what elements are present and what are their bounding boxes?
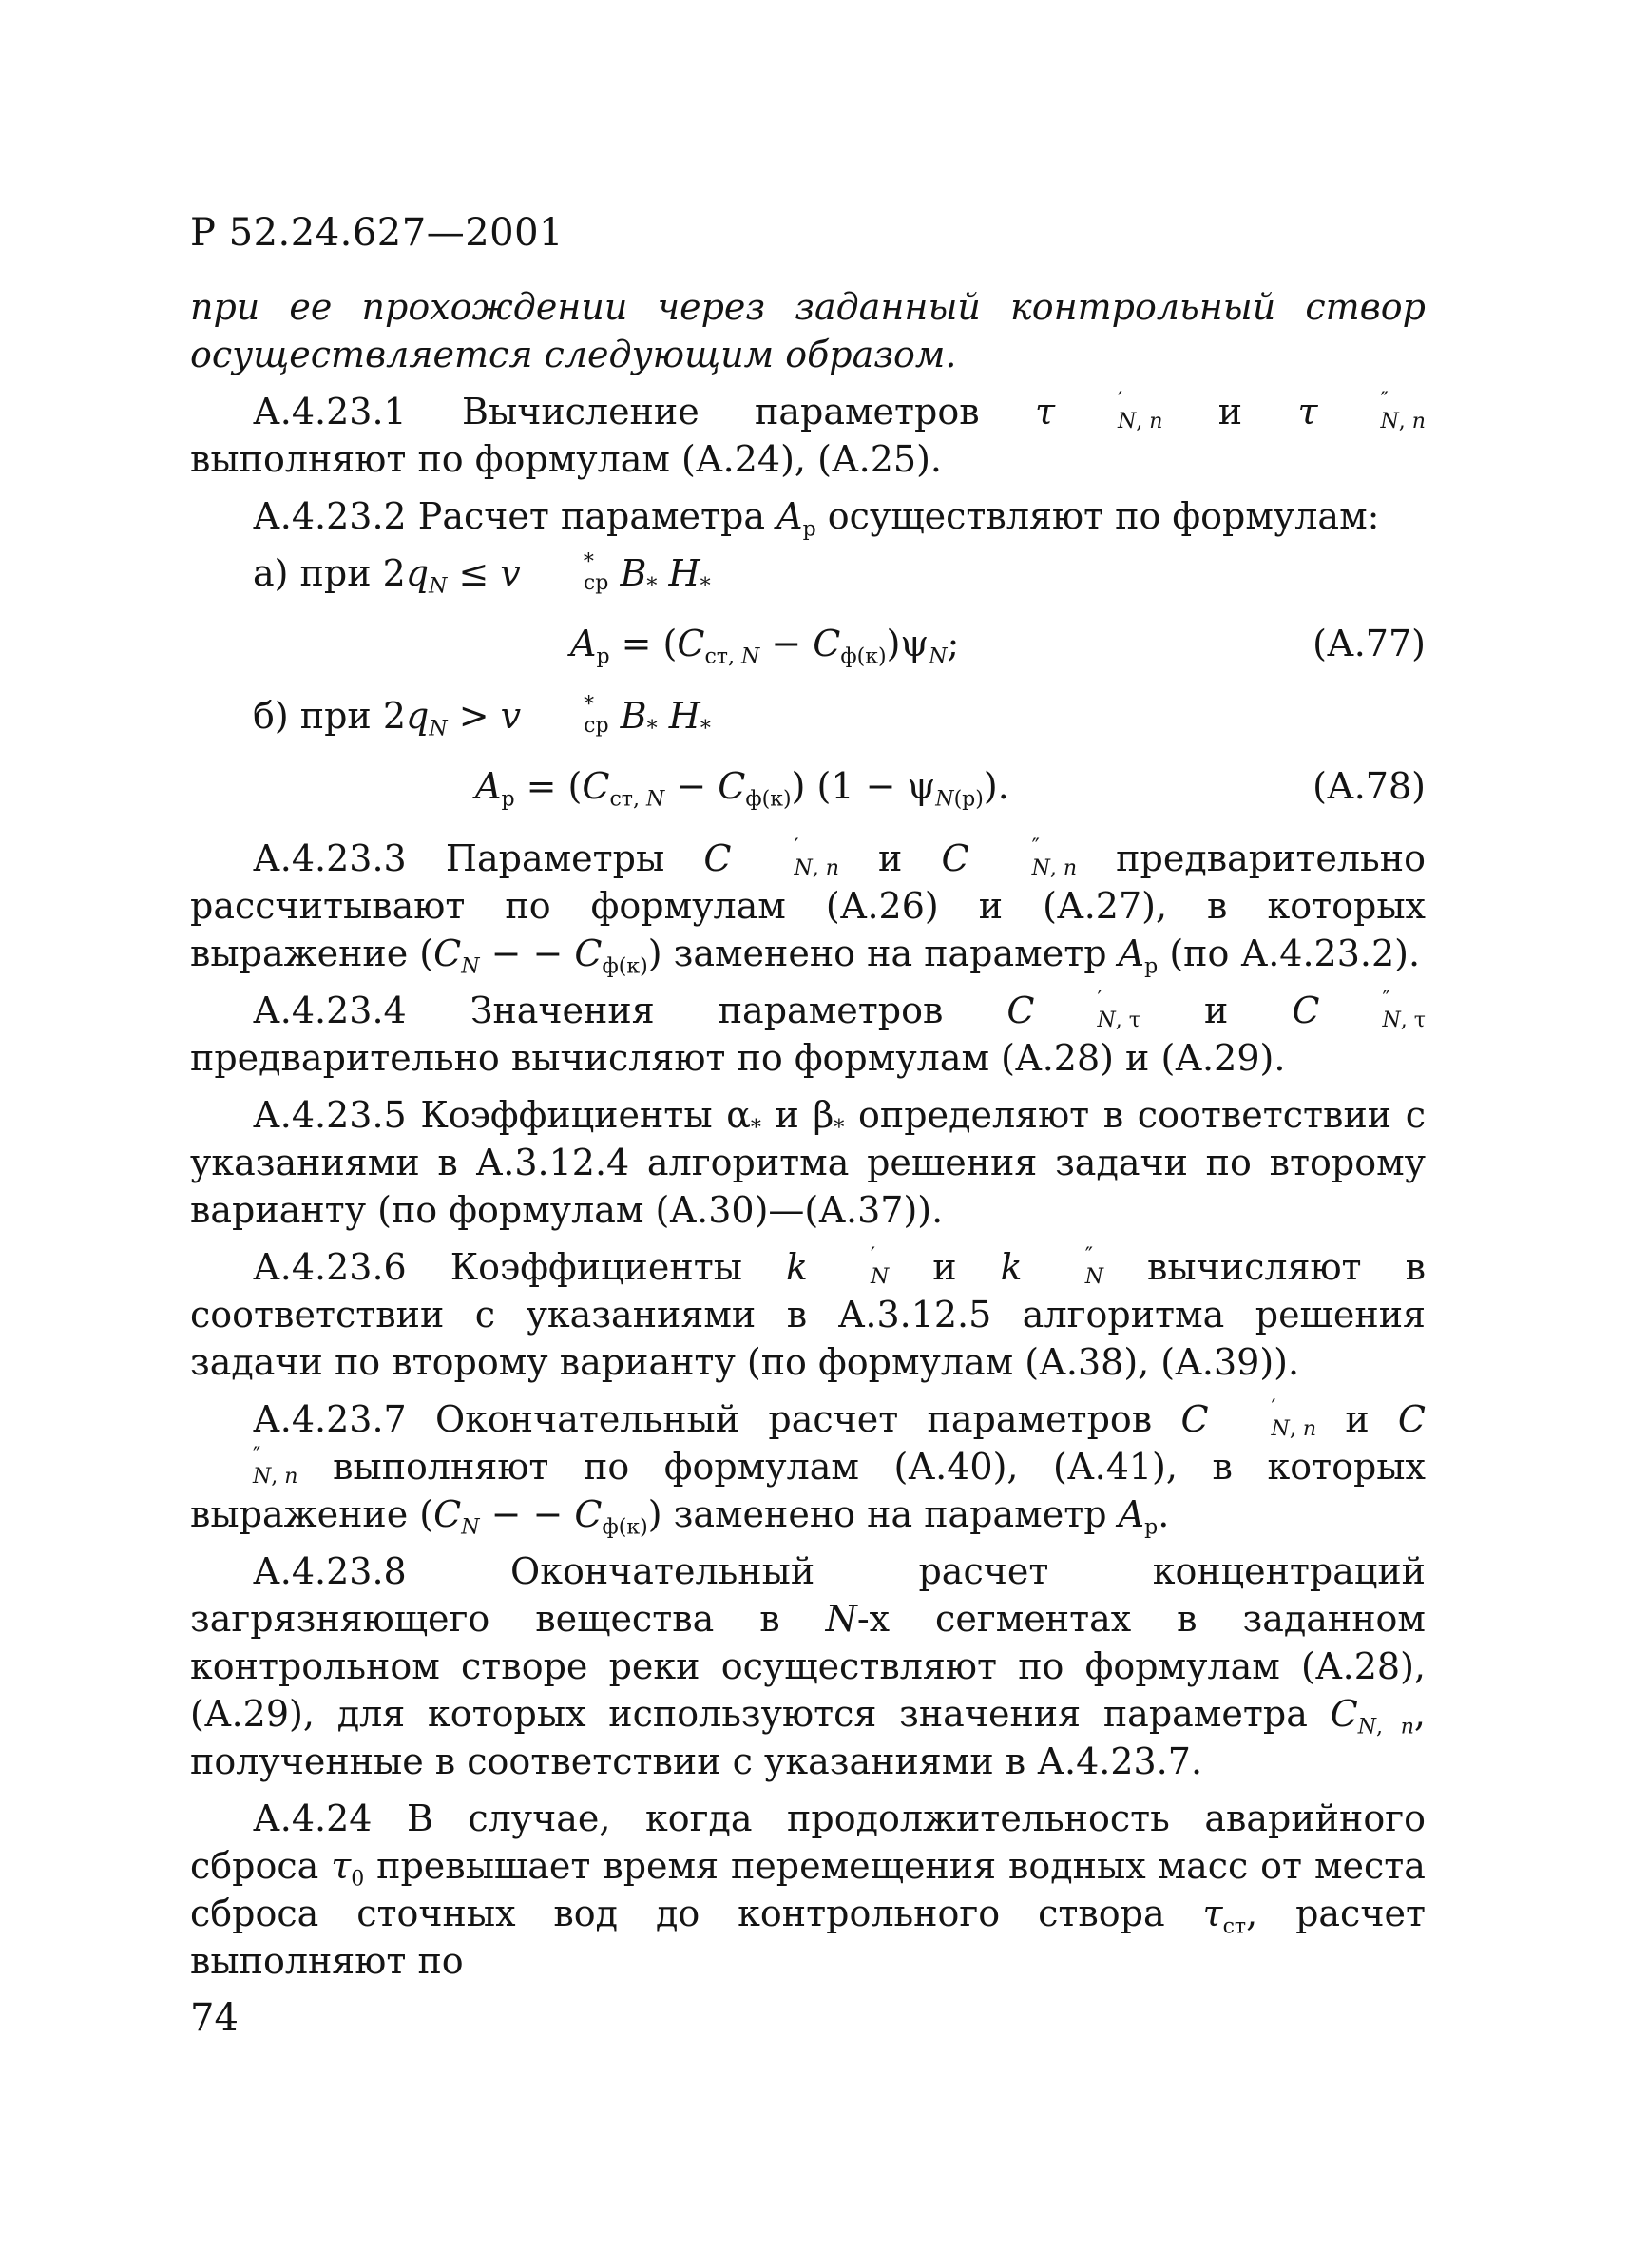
paragraph-text: определяют в соответствии с указаниями в А.3.12.4 алгоритма решения задачи по второму варианту (по формулам (А.30)—(А.37)).: [190, 1094, 1426, 1231]
paragraph-text: А.4.23.5 Коэффициенты: [253, 1094, 713, 1136]
paragraph-text: а) при: [253, 552, 372, 594]
paragraph-text: А.4.23.8 Окончательный расчет концентраций загрязняющего вещества в: [190, 1550, 1426, 1640]
paragraph-text: А.4.23.6 Коэффициенты: [253, 1246, 742, 1288]
formula-a78: [190, 753, 1426, 819]
paragraph-a-4-23-2: А.4.23.2 Расчет параметра $A_р$ осуществляют по формулам:: [253, 495, 1380, 542]
paragraph-text: превышает время перемещения водных масс от места сброса сточных вод до контрольного створа: [190, 1845, 1426, 1934]
paragraph-a-4-23-1: А.4.23.1 Вычисление параметров τ ′ N, n и τ ″ N, n выполняют по формулам (А.24), (А.25).: [190, 389, 1426, 480]
paragraph-text: А.4.24 В случае, когда продолжительность аварийного сброса: [190, 1797, 1426, 1887]
paragraph-text: предварительно рассчитывают по формулам (А.26) и (А.27), в которых выражение: [190, 837, 1426, 974]
paragraph-a-4-23-4: А.4.23.4 Значения параметров C ′ N, τ и C ″ N, τ предварительно вычисляют по формулам (А.28) и (А.29).: [190, 988, 1426, 1079]
paragraph-a-4-23-7: А.4.23.7 Окончательный расчет параметров C ′ N, n и C ″ N, n выполняют по формулам (А.40), (А.41), в которых выражение ($C_N$ − − $C_{ф(к)}$) заменено на параметр $A_р$.: [190, 1396, 1426, 1540]
paragraph-text: , расчет выполняют по: [190, 1893, 1426, 1982]
paragraph-text: выполняют по формулам (А.40), (А.41), в которых выражение: [190, 1446, 1426, 1535]
paragraph-text: заменено на параметр: [673, 1493, 1107, 1535]
formula-number: (А.78): [1313, 765, 1426, 807]
paragraph-text: предварительно вычисляют по формулам (А.28) и (А.29).: [190, 1037, 1286, 1079]
paragraph-a-4-23-6: А.4.23.6 Коэффициенты k ′ N и k ″ N вычисляют в соответствии с указаниями в А.3.12.5 алгоритма решения задачи по второму варианту (по формулам (А.38), (А.39)).: [190, 1244, 1426, 1383]
formula-expression: $A_р = (C_{ст, N} - C_{ф(к)}) (1 - \psi_{N(р)})$.: [475, 765, 1009, 812]
paragraph-text: А.4.23.1 Вычисление параметров: [253, 391, 980, 432]
paragraph-text: б) при: [253, 695, 372, 737]
paragraph-text: -х сегментах в заданном контрольном створе реки осуществляют по формулам (А.28), (А.29), для которых используются значения параметра: [190, 1598, 1426, 1735]
page-number: 74: [190, 1996, 239, 2040]
paragraph-text: заменено на параметр: [673, 932, 1107, 974]
document-number: Р 52.24.627—2001: [190, 211, 564, 255]
case-b-condition: б) при $2q_N > v$ * ср $B_*$ $H_*$: [253, 693, 711, 741]
paragraph-a-4-23-8: А.4.23.8 Окончательный расчет концентраций загрязняющего вещества в N-х сегментах в заданном контрольном створе реки осуществляют по формулам (А.28), (А.29), для которых используются значения параметра $C_{N, n}$, полученные в соответствии с указаниями в А.4.23.7.: [190, 1550, 1426, 1782]
paragraph-text: , полученные в соответствии с указаниями в А.4.23.7.: [190, 1693, 1426, 1782]
paragraph-text: А.4.23.4 Значения параметров: [253, 990, 944, 1031]
paragraph-text: (по А.4.23.2).: [1169, 932, 1421, 974]
paragraph-text: А.4.23.7 Окончательный расчет параметров: [253, 1398, 1153, 1440]
formula-number: (А.77): [1313, 623, 1426, 664]
paragraph-a-4-24: А.4.24 В случае, когда продолжительность аварийного сброса $\tau_0$ превышает время перемещения водных масс от места сброса сточных вод до контрольного створа $\tau_{ст}$, расчет выполняют по: [190, 1797, 1426, 1982]
paragraph-text: выполняют по формулам (А.24), (А.25).: [190, 438, 943, 480]
paragraph-text: А.4.23.2 Расчет параметра: [253, 495, 766, 537]
paragraph-a-4-23-5: А.4.23.5 Коэффициенты $\alpha_*$ и $\beta_*$ определяют в соответствии с указаниями в А.3.12.4 алгоритма решения задачи по второму варианту (по формулам (А.30)—(А.37)).: [190, 1094, 1426, 1231]
paragraph-text: при ее прохождении через заданный контрольный створ осуществляется следующим образом.: [190, 286, 1426, 375]
paragraph-text: осуществляют по формулам:: [827, 495, 1380, 537]
case-a-condition: а) при $2q_N \le v$ * ср $B_*$ $H_*$: [253, 550, 711, 599]
paragraph-a-4-23-3: А.4.23.3 Параметры C ′ N, n и C ″ N, n предварительно рассчитывают по формулам (А.26) и (А.27), в которых выражение ($C_N$ − − $C_{ф(к)}$) заменено на параметр $A_р$ (по А.4.23.2).: [190, 836, 1426, 979]
formula-expression: $A_р = (C_{ст, N} - C_{ф(к)})\psi_N$;: [570, 623, 960, 669]
paragraph-text: вычисляют в соответствии с указаниями в А.3.12.5 алгоритма решения задачи по второму варианту (по формулам (А.38), (А.39)).: [190, 1246, 1426, 1383]
body-text: [190, 283, 1426, 1985]
formula-a77: [190, 610, 1426, 677]
paragraph-text: А.4.23.3 Параметры: [253, 837, 665, 879]
paragraph-continuation: [190, 283, 1426, 378]
